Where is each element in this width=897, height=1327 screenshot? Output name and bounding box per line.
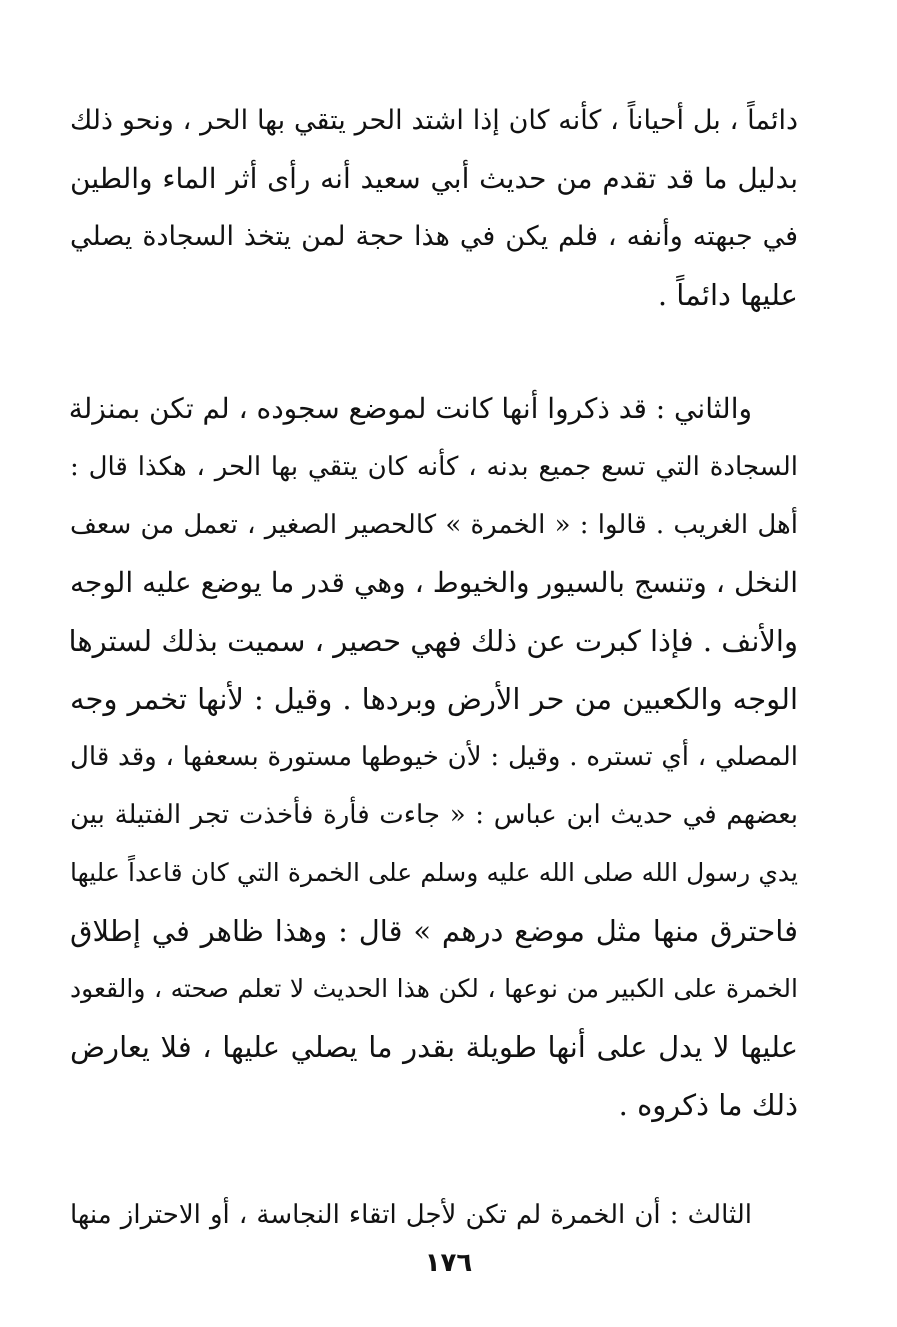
text-line: السجادة التي تسع جميع بدنه ، كأنه كان يتقي بها الحر ، هكذا قال :: [70, 452, 798, 482]
page-body: [70, 92, 798, 1244]
text-line: المصلي ، أي تستره . وقيل : لأن خيوطها مستورة بسعفها ، وقد قال: [70, 742, 798, 772]
text-line: الوجه والكعبين من حر الأرض وبردها . وقيل : لأنها تخمر وجه: [70, 682, 798, 716]
text-line: عليها دائماً .: [657, 278, 798, 312]
paragraph-1: [70, 92, 798, 324]
text-line: في جبهته وأنفه ، فلم يكن في هذا حجة لمن يتخذ السجادة يصلي: [70, 221, 798, 252]
text-line: ذلك ما ذكروه .: [618, 1088, 798, 1122]
text-line: بدليل ما قد تقدم من حديث أبي سعيد أنه رأى أثر الماء والطين: [70, 162, 798, 195]
paragraph-gap: [70, 1134, 798, 1186]
paragraph-3: [70, 1186, 798, 1244]
text-line: النخل ، وتنسج بالسيور والخيوط ، وهي قدر ما يوضع عليه الوجه: [70, 566, 798, 599]
paragraph-gap: [70, 324, 798, 380]
text-line: الخمرة على الكبير من نوعها ، لكن هذا الحديث لا تعلم صحته ، والقعود: [70, 974, 798, 1003]
text-line: أهل الغريب . قالوا : « الخمرة » كالحصير الصغير ، تعمل من سعف: [70, 510, 798, 540]
text-line: عليها لا يدل على أنها طويلة بقدر ما يصلي عليها ، فلا يعارض: [70, 1030, 798, 1064]
page-number: ١٧٦: [424, 1248, 473, 1278]
text-line: الثالث : أن الخمرة لم تكن لأجل اتقاء النجاسة ، أو الاحتراز منها: [70, 1200, 752, 1230]
text-line: والثاني : قد ذكروا أنها كانت لموضع سجوده ، لم تكن بمنزلة: [68, 392, 752, 425]
text-line: دائماً ، بل أحياناً ، كأنه كان إذا اشتد الحر يتقي بها الحر ، ونحو ذلك: [70, 105, 798, 136]
text-line: فاحترق منها مثل موضع درهم » قال : وهذا ظاهر في إطلاق: [70, 914, 798, 948]
text-line: بعضهم في حديث ابن عباس : « جاءت فأرة فأخذت تجر الفتيلة بين: [70, 800, 798, 830]
text-line: والأنف . فإذا كبرت عن ذلك فهي حصير ، سميت بذلك لسترها: [68, 624, 798, 658]
text-line: يدي رسول الله صلى الله عليه وسلم على الخمرة التي كان قاعداً عليها: [70, 858, 798, 887]
paragraph-2: [70, 380, 798, 1134]
